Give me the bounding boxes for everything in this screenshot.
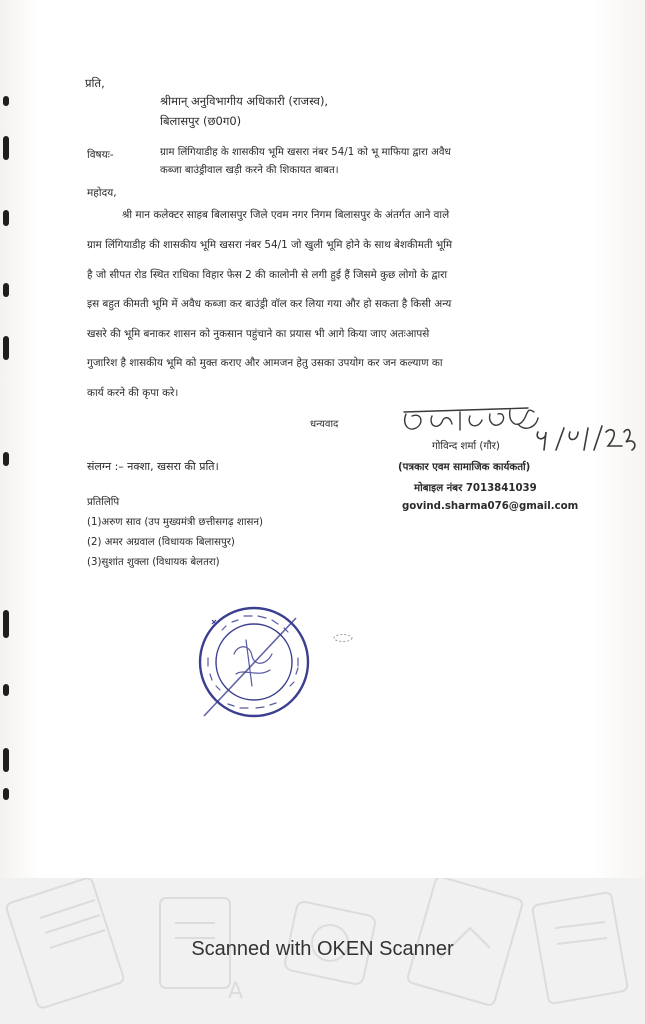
subject-label: विषयः- [87, 149, 114, 161]
scanner-footer [0, 878, 645, 1024]
body-line-1: श्री मान कलेक्टर साहब बिलासपुर जिले एवम नगर निगम बिलासपुर के अंतर्गत आने वाले [122, 209, 450, 221]
sender-mobile: मोबाइल नंबर 7013841039 [414, 483, 537, 494]
body-line-3: है जो सीपत रोड स्थित राधिका विहार फेस 2 की कालोनी से लगी हुई हैं जिसमे कुछ लोगो के द्वारा [87, 269, 448, 281]
office-receipt-stamp [192, 600, 316, 724]
ink-smudge [332, 632, 354, 644]
punch-hole-mark [3, 336, 9, 360]
body-line-6: गुजारिश है शासकीय भूमि को मुक्त कराए और आमजन हेतु उसका उपयोग कर जन कल्याण का [87, 357, 443, 369]
sender-email: govind.sharma076@gmail.com [402, 501, 579, 512]
sender-name: गोविन्द शर्मा (गौर) [432, 441, 500, 452]
addressee-line-1: श्रीमान् अनुविभागीय अधिकारी (राजस्व), [160, 94, 329, 108]
thanks: धन्यवाद [310, 419, 339, 430]
subject-line-1: ग्राम लिंगियाडीह के शासकीय भूमि खसरा नंबर 54/1 को भू माफिया द्वारा अवैध [160, 147, 451, 158]
punch-hole-mark [3, 748, 9, 772]
body-line-2: ग्राम लिंगियाडीह की शासकीय भूमि खसरा नंबर 54/1 जो खुली भूमि होने के साथ बेशकीमती भूमि [87, 239, 453, 251]
svg-text:A: A [228, 979, 244, 1004]
body-line-5: खसरे की भूमि बनाकर शासन को नुकसान पहुंचाने का प्रयास भी आगे किया जाए अतःआपसे [87, 328, 430, 340]
addressee-line-2: बिलासपुर (छ0ग0) [160, 114, 242, 128]
punch-hole-mark [3, 684, 9, 696]
copy-label: प्रतिलिपि [87, 497, 120, 508]
punch-hole-mark [3, 136, 9, 160]
salutation: महोदय, [87, 187, 117, 199]
punch-hole-mark [3, 210, 9, 226]
punch-hole-mark [3, 452, 9, 466]
sender-role: (पत्रकार एवम सामाजिक कार्यकर्ता) [398, 462, 531, 473]
copy-item-3: (3)सुशांत शुक्ला (विधायक बेलतरा) [87, 557, 220, 568]
scanned-with-label: Scanned with OKEN Scanner [191, 938, 454, 960]
punch-hole-mark [3, 96, 9, 106]
body-line-7: कार्य करने की कृपा करे। [87, 387, 179, 399]
punch-hole-mark [3, 610, 9, 638]
letter-to: प्रति, [85, 76, 105, 90]
punch-hole-mark [3, 788, 9, 800]
body-line-4: इस बहुत कीमती भूमि में अवैध कब्जा कर बाउंड्री वॉल कर लिया गया और हो सकता है किसी अन्य [87, 298, 452, 310]
punch-hole-mark [3, 283, 9, 297]
subject-line-2: कब्जा बाउंड्रीवाल खड़ी करने की शिकायत बाबत। [160, 165, 339, 176]
copy-item-1: (1)अरुण साव (उप मुख्यमंत्री छत्तीसगढ़ शासन) [87, 517, 263, 528]
copy-item-2: (2) अमर अग्रवाल (विधायक बिलासपुर) [87, 537, 235, 548]
enclosure: संलग्न :– नक्शा, खसरा की प्रति। [87, 460, 219, 473]
